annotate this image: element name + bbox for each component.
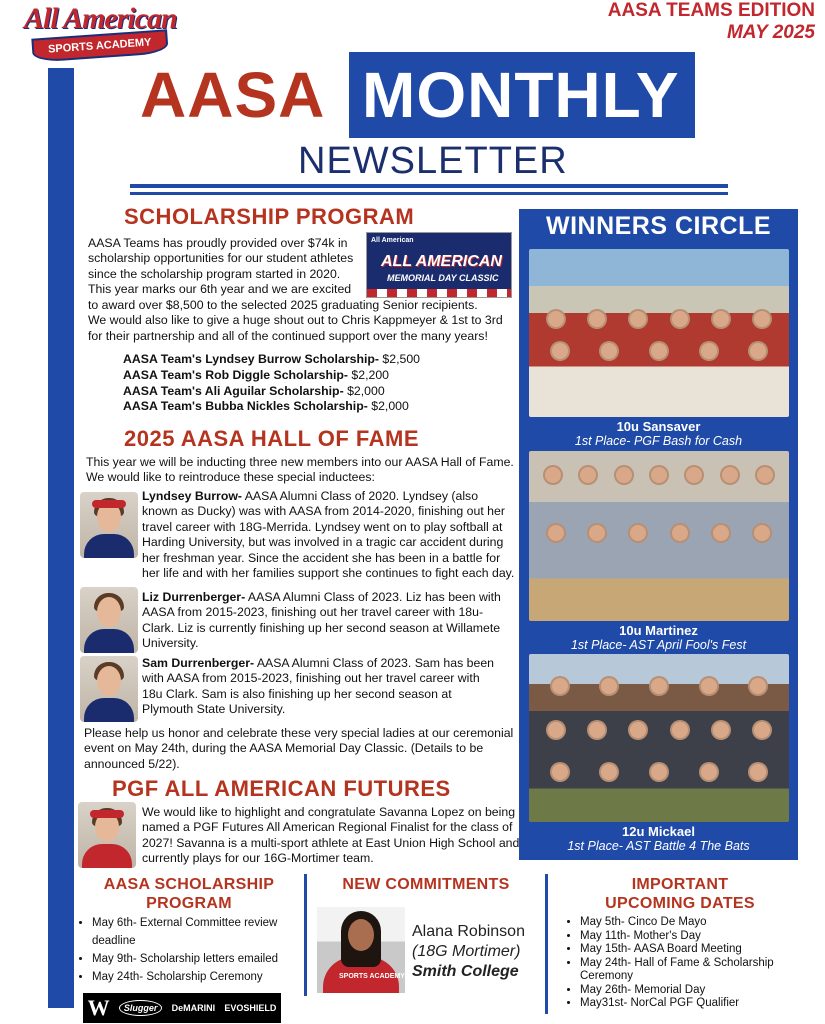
inductee-text: her life and with her families support she continues to fight each day. — [142, 566, 515, 581]
list-item: • May 24th- Hall of Fame & Scholarship Ceremony — [580, 957, 806, 984]
team-photo-10u-sansaver — [529, 249, 789, 417]
inductee-text: Harding University, but was involved in a tragic car accident during — [142, 535, 504, 550]
scholarship-awards-list — [123, 352, 420, 415]
list-item: • May 11th- Mother's Day — [580, 930, 806, 944]
title-newsletter: NEWSLETTER — [298, 140, 568, 182]
logo-ribbon-text: SPORTS ACADEMY — [31, 29, 168, 62]
inductee-name: Liz Durrenberger- — [142, 590, 246, 604]
futures-line: currently plays for our 16G-Mortimer team. — [142, 851, 374, 866]
list-item: • May 26th- Memorial Day — [580, 984, 806, 998]
commitment-name: Alana Robinson — [412, 923, 525, 940]
left-accent-bar — [48, 68, 74, 1008]
winner-result: 1st Place- AST April Fool's Fest — [570, 638, 747, 652]
list-item: • May31st- NorCal PGF Qualifier — [580, 997, 806, 1011]
inductee-text: Plymouth State University. — [142, 702, 286, 717]
title-rule-bottom — [130, 192, 728, 195]
award-name: AASA Team's Lyndsey Burrow Scholarship- — [123, 352, 379, 366]
award-amount: $2,000 — [367, 399, 409, 414]
footer-scholarship-list — [78, 914, 300, 986]
inductee-name: Lyndsey Burrow- — [142, 489, 242, 503]
footer-scholarship-heading — [78, 875, 300, 913]
inductee-sam-durrenberger — [142, 656, 522, 718]
closing-line: Please help us honor and celebrate these very special ladies at our ceremonial — [84, 726, 514, 740]
sponsor-brands-bar — [83, 993, 281, 1023]
winner-caption-1 — [519, 419, 798, 449]
scholarship-line: since the scholarship program started in 2020. — [88, 266, 341, 281]
memorial-day-classic-logo — [366, 232, 512, 298]
team-photo-12u-mickael — [529, 654, 789, 822]
award-amount: $2,200 — [347, 367, 390, 382]
footer-dates-heading — [555, 875, 805, 913]
winner-result: 1st Place- AST Battle 4 The Bats — [567, 839, 750, 853]
futures-heading: PGF ALL AMERICAN FUTURES — [112, 776, 451, 801]
scholarship-line: This year marks our 6th year and we are excited — [88, 282, 352, 297]
wilson-logo: W — [87, 995, 110, 1020]
award-amount: $2,000 — [343, 383, 385, 398]
hall-of-fame-heading: 2025 AASA HALL OF FAME — [124, 426, 420, 451]
inductee-text: AASA Alumni Class of 2023. Liz has been with — [245, 590, 501, 604]
lyndsey-burrow-photo — [80, 492, 138, 558]
inductee-text: with AASA from 2015-2023, finishing out her travel career with — [142, 671, 480, 686]
inductee-text: her freshman year. Since the accident she has been in a battle for — [142, 550, 501, 565]
inductee-lyndsey-burrow — [142, 489, 522, 581]
award-name: AASA Team's Ali Aguilar Scholarship- — [123, 383, 344, 398]
winner-team: 10u Sansaver — [616, 419, 701, 434]
sam-durrenberger-photo — [80, 656, 138, 722]
scholarship-line: AASA Teams has proudly provided over $74k in — [88, 236, 348, 250]
list-item: • May 6th- External Committee review deadline — [92, 914, 300, 950]
award-row — [123, 352, 420, 368]
footer-divider-2 — [545, 874, 548, 1014]
inductee-text: University. — [142, 636, 199, 651]
winner-team: 12u Mickael — [622, 824, 695, 839]
winner-caption-3 — [519, 824, 798, 854]
inductee-text: Clark. Liz is currently finishing up her second season at Willamete — [142, 620, 501, 635]
inductee-text: AASA Alumni Class of 2023. Sam has been — [254, 656, 495, 670]
footer-dates-list — [566, 916, 806, 1011]
footer-heading-line: IMPORTANT — [631, 876, 729, 893]
list-item: • May 15th- AASA Board Meeting — [580, 943, 806, 957]
alana-robinson-photo — [317, 907, 405, 993]
list-item: • May 24th- Scholarship Ceremony — [92, 968, 300, 986]
edition-line-2: MAY 2025 — [726, 22, 815, 43]
footer-divider-1 — [304, 874, 307, 996]
closing-line: announced 5/22). — [84, 756, 180, 771]
futures-line: We would like to highlight and congratulate Savanna Lopez on being — [142, 805, 516, 819]
team-photo-10u-martinez — [529, 451, 789, 621]
classic-logo-top-text: All American — [371, 237, 414, 244]
footer-heading-line: PROGRAM — [146, 895, 232, 912]
winner-result: 1st Place- PGF Bash for Cash — [574, 434, 743, 448]
hall-of-fame-intro — [86, 455, 514, 486]
futures-text — [142, 805, 522, 867]
inductee-text: AASA Alumni Class of 2020. Lyndsey (also — [241, 489, 479, 503]
award-amount: $2,500 — [378, 352, 421, 366]
logo-script-text: All American — [24, 2, 177, 35]
commitment-college: Smith College — [412, 963, 519, 980]
award-name: AASA Team's Rob Diggle Scholarship- — [123, 367, 348, 382]
scholarship-text-long — [88, 298, 518, 344]
slugger-logo: Slugger — [119, 1000, 163, 1016]
inductee-text: known as Ducky) was with AASA from 2014-2020, finishing out her — [142, 504, 505, 519]
edition-label — [608, 0, 815, 44]
title-rule-top — [130, 184, 728, 188]
edition-line-1: AASA TEAMS EDITION — [607, 0, 815, 21]
scholarship-heading: SCHOLARSHIP PROGRAM — [124, 204, 415, 229]
liz-durrenberger-photo — [80, 587, 138, 653]
award-row — [123, 399, 420, 415]
title-monthly: MONTHLY — [362, 59, 680, 131]
list-item: • May 5th- Cinco De Mayo — [580, 916, 806, 930]
inductee-text: AASA from 2015-2023, finishing out her travel career with 18u- — [142, 605, 484, 620]
savanna-lopez-photo — [78, 802, 136, 868]
scholarship-line: to award over $8,500 to the selected 2025 graduating Senior recipients. — [88, 298, 478, 312]
winners-circle-heading: WINNERS CIRCLE — [545, 212, 772, 240]
academy-logo — [10, 2, 200, 64]
classic-logo-main-text: ALL AMERICAN — [381, 253, 502, 270]
award-row — [123, 368, 420, 384]
closing-line: event on May 24th, during the AASA Memorial Day Classic. (Details to be — [84, 741, 484, 756]
commitment-details — [412, 922, 525, 982]
flag-stripe-graphic — [367, 289, 511, 297]
scholarship-line: We would also like to give a huge shout out to Chris Kappmeyer & 1st to 3rd — [88, 313, 503, 328]
demarini-logo: DeMARINI — [171, 1003, 216, 1013]
title-aasa: AASA — [140, 59, 326, 131]
inductee-name: Sam Durrenberger- — [142, 656, 255, 670]
evoshield-logo: EVOSHIELD — [224, 1003, 277, 1013]
commitment-team: (18G Mortimer) — [412, 943, 521, 960]
hall-of-fame-closing — [84, 726, 520, 772]
award-name: AASA Team's Bubba Nickles Scholarship- — [123, 399, 368, 414]
winner-team: 10u Martinez — [619, 623, 698, 638]
list-item: • May 9th- Scholarship letters emailed — [92, 950, 300, 968]
inductee-text: travel career with 18G-Merrida. Lyndsey went on to play softball at — [142, 519, 503, 534]
inductee-text: 18u Clark. Sam is also finishing up her second season at — [142, 686, 452, 701]
futures-line: 2027! Savanna is a multi-sport athlete at East Union High School and — [142, 835, 520, 850]
photo-jersey-text: SPORTS ACADEMY — [339, 973, 405, 980]
scholarship-text-short — [88, 236, 353, 298]
intro-line: This year we will be inducting three new members into our AASA Hall of Fame. — [86, 455, 514, 469]
scholarship-line: for their partnership and all of the continued support over the many years! — [88, 328, 488, 343]
intro-line: We would like to reintroduce these special inductees: — [86, 470, 375, 485]
footer-heading-line: AASA SCHOLARSHIP — [103, 876, 275, 893]
footer-heading-line: UPCOMING DATES — [605, 895, 755, 912]
inductee-liz-durrenberger — [142, 590, 522, 652]
award-row — [123, 384, 420, 400]
scholarship-line: scholarship opportunities for our student athletes — [88, 251, 354, 266]
futures-line: named a PGF Futures All American Regional Finalist for the class of — [142, 820, 513, 835]
footer-commitments-heading: NEW COMMITMENTS — [342, 876, 510, 893]
classic-logo-sub-text: MEMORIAL DAY CLASSIC — [387, 273, 499, 283]
winner-caption-2 — [519, 623, 798, 653]
